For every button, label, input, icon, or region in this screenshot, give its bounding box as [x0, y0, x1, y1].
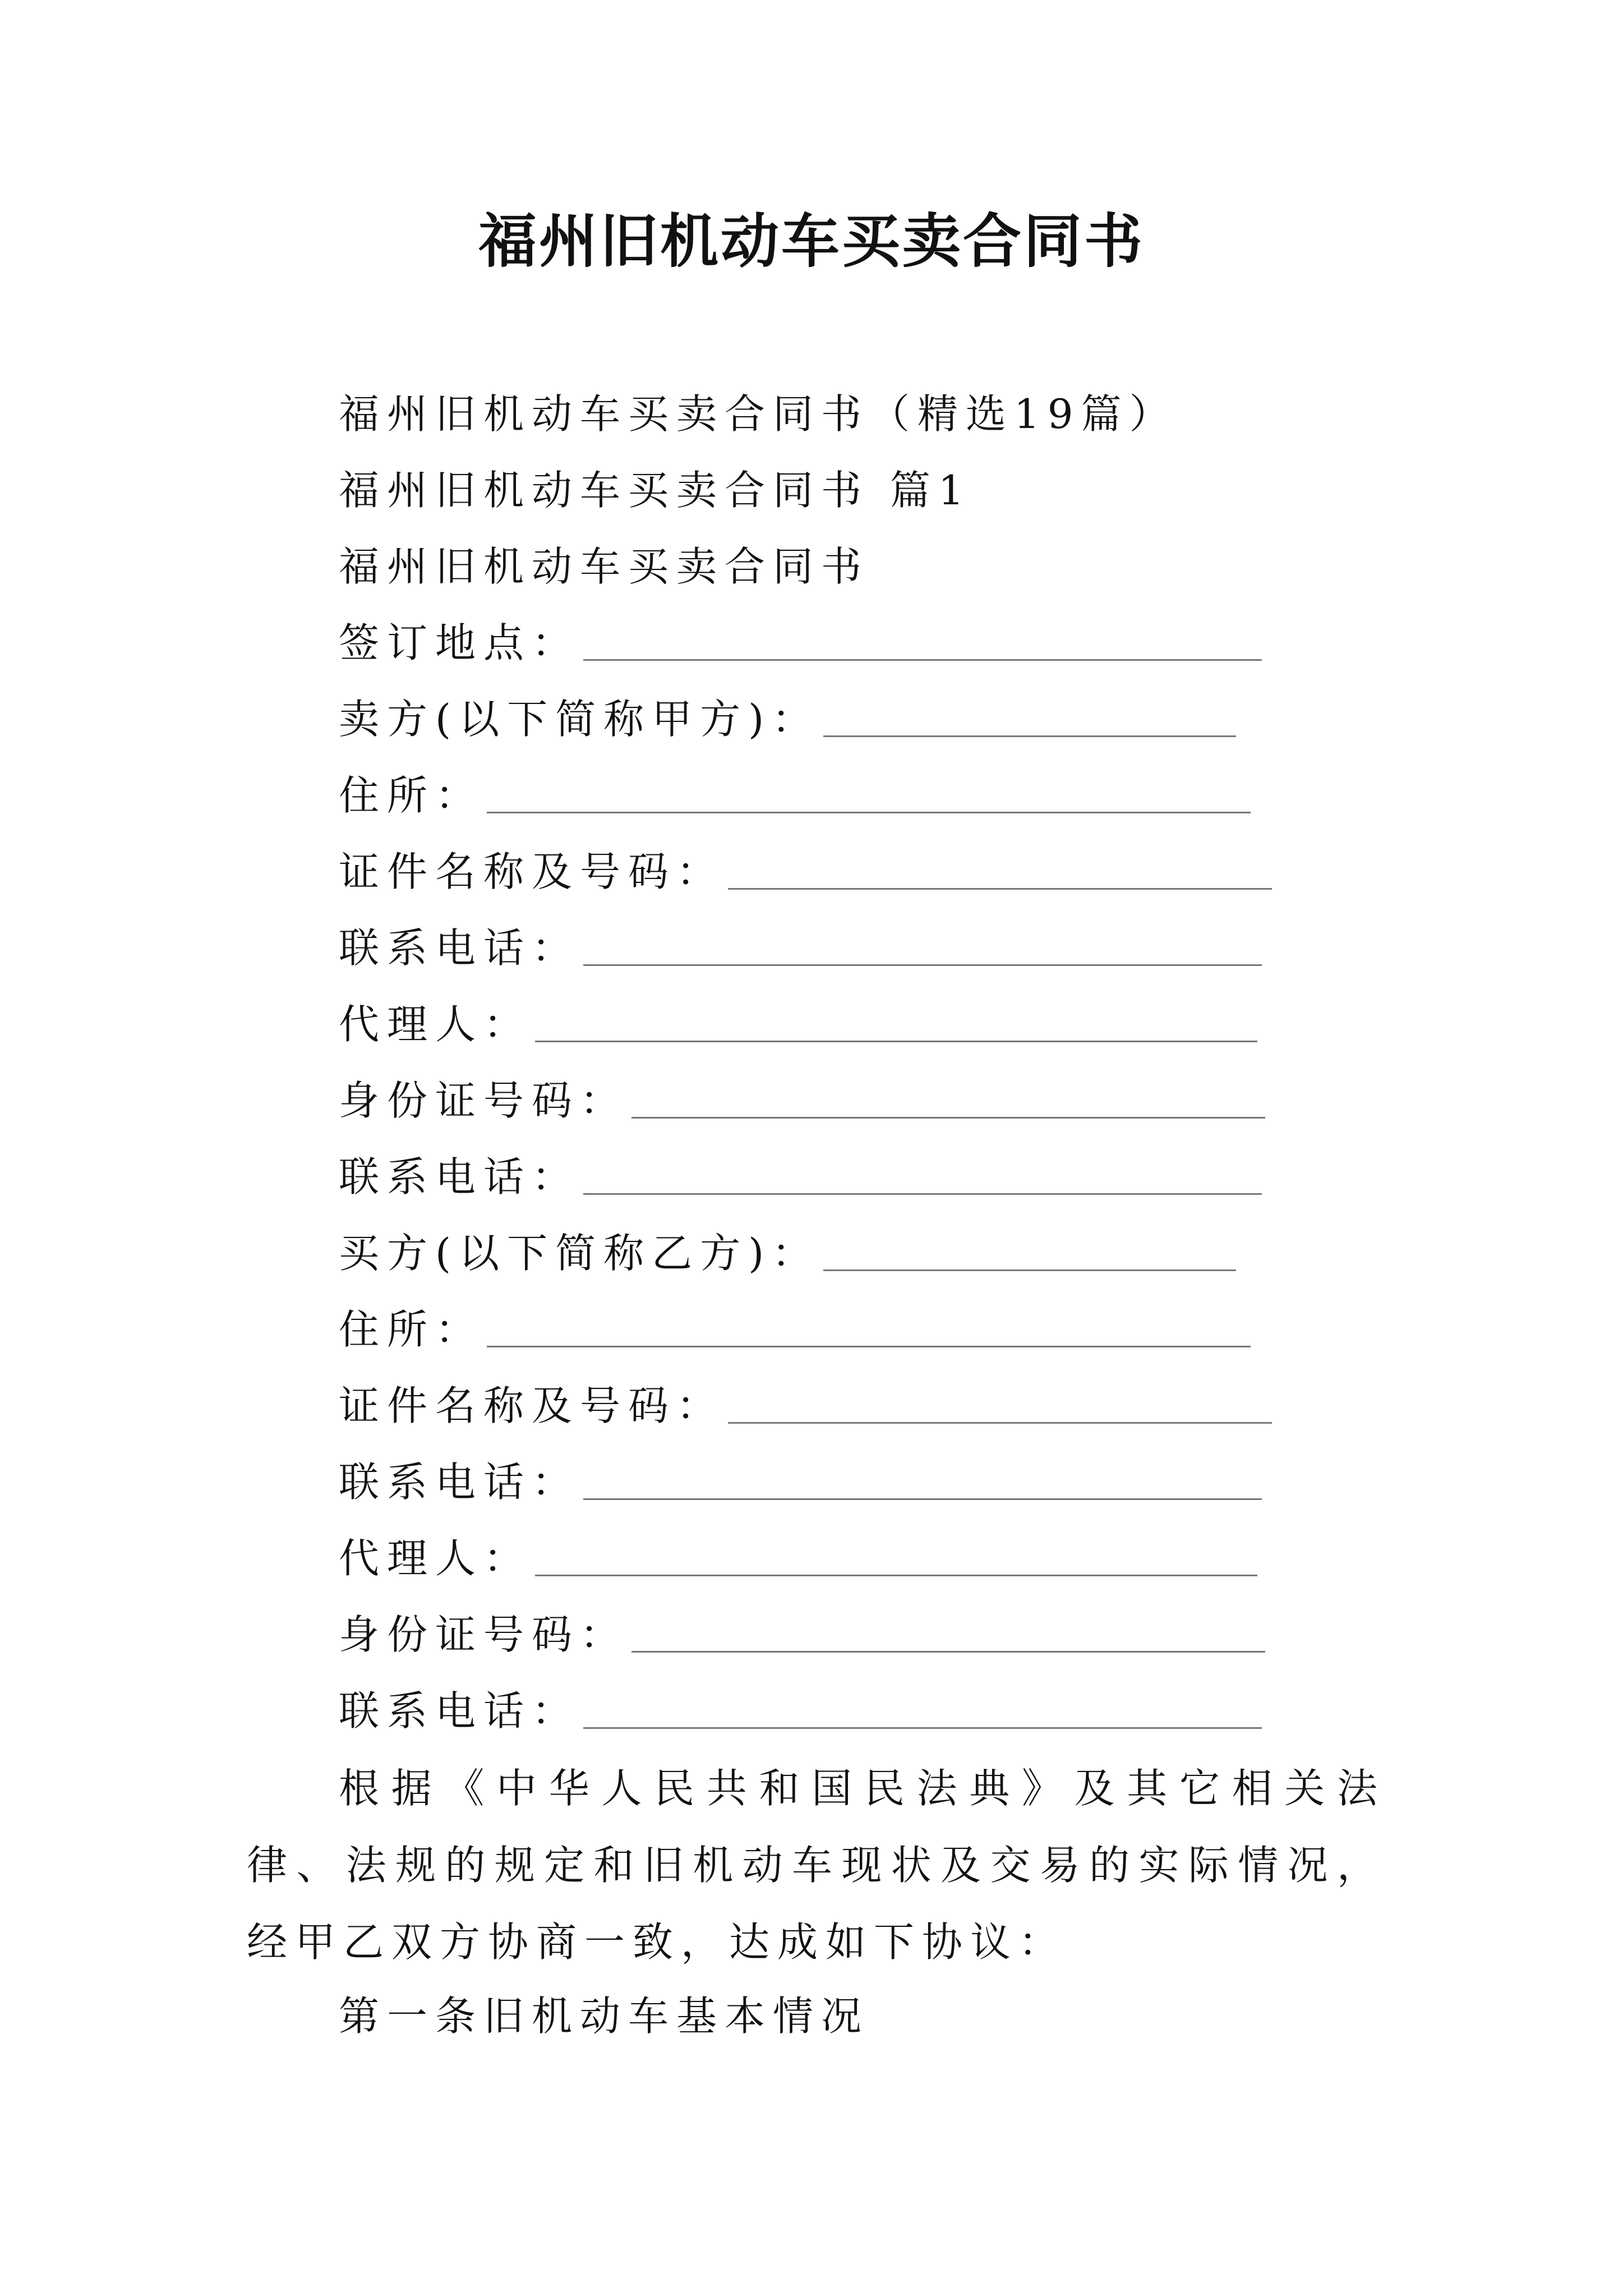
- subtitle: 福州旧机动车买卖合同书（精选19篇）: [339, 390, 1178, 438]
- seller-address-blank: [487, 812, 1251, 813]
- buyer-agent-field: [339, 1530, 1257, 1586]
- buyer-agent-phone-blank: [583, 1727, 1262, 1729]
- seller-party-blank: [823, 735, 1236, 737]
- seller-agent-id-blank: [631, 1117, 1265, 1119]
- buyer-id-blank: [728, 1422, 1272, 1424]
- seller-address-label: 住所：: [339, 772, 484, 819]
- seller-agent-phone-field: [339, 1149, 1262, 1205]
- buyer-party-label: 买方(以下简称乙方)：: [339, 1230, 820, 1277]
- seller-party-field: [339, 691, 1236, 747]
- buyer-party-blank: [823, 1269, 1236, 1271]
- seller-id-label: 证件名称及号码：: [339, 848, 725, 895]
- buyer-agent-label: 代理人：: [339, 1535, 532, 1582]
- buyer-id-label: 证件名称及号码：: [339, 1382, 725, 1429]
- seller-phone-label: 联系电话：: [339, 924, 580, 972]
- buyer-address-field: [339, 1301, 1251, 1358]
- seller-agent-phone-blank: [583, 1193, 1262, 1195]
- seller-agent-id-label: 身份证号码：: [339, 1077, 629, 1124]
- seller-agent-id-field: [339, 1073, 1265, 1129]
- seller-address-field: [339, 767, 1251, 823]
- article-1-heading: 第一条旧机动车基本情况: [339, 1993, 870, 2040]
- signing-place-field: [339, 615, 1262, 671]
- signing-place-blank: [583, 659, 1262, 661]
- buyer-agent-id-field: [339, 1607, 1265, 1663]
- signing-place-label: 签订地点：: [339, 619, 580, 666]
- seller-phone-field: [339, 920, 1262, 976]
- buyer-address-blank: [487, 1346, 1251, 1347]
- seller-agent-phone-label: 联系电话：: [339, 1153, 580, 1200]
- buyer-address-label: 住所：: [339, 1306, 484, 1353]
- buyer-agent-phone-label: 联系电话：: [339, 1687, 580, 1734]
- buyer-agent-blank: [535, 1575, 1257, 1576]
- buyer-party-field: [339, 1225, 1236, 1281]
- buyer-agent-id-blank: [631, 1651, 1265, 1653]
- seller-id-field: [339, 844, 1272, 900]
- buyer-phone-field: [339, 1454, 1262, 1510]
- seller-agent-blank: [535, 1041, 1257, 1042]
- preamble-paragraph: 根据《中华人民共和国民法典》及其它相关法律、法规的规定和旧机动车现状及交易的实际情况，经甲乙双方协商一致，达成如下协议：: [247, 1765, 1385, 1966]
- seller-agent-label: 代理人：: [339, 1001, 532, 1048]
- document-title: 福州旧机动车买卖合同书: [478, 206, 1145, 275]
- buyer-id-field: [339, 1378, 1272, 1434]
- contract-heading: 福州旧机动车买卖合同书: [339, 543, 870, 590]
- buyer-agent-phone-field: [339, 1683, 1262, 1739]
- buyer-phone-label: 联系电话：: [339, 1458, 580, 1506]
- seller-phone-blank: [583, 964, 1262, 966]
- seller-party-label: 卖方(以下简称甲方)：: [339, 696, 820, 743]
- buyer-phone-blank: [583, 1498, 1262, 1500]
- seller-id-blank: [728, 888, 1272, 890]
- chapter-heading: 福州旧机动车买卖合同书 篇1: [339, 467, 972, 514]
- buyer-agent-id-label: 身份证号码：: [339, 1611, 629, 1658]
- seller-agent-field: [339, 996, 1257, 1052]
